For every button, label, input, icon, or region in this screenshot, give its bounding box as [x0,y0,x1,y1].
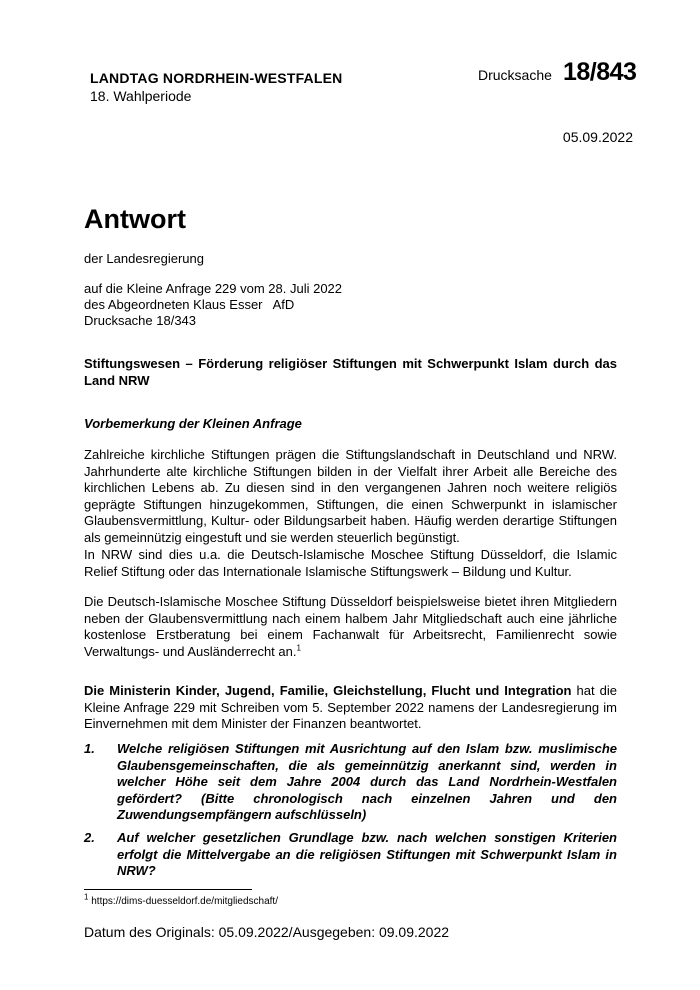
question-1-number: 1. [84,741,95,756]
footnote-reference: 1 [296,643,301,653]
document-footer: Datum des Originals: 05.09.2022/Ausgegeben: 09.09.2022 [84,924,450,940]
drucksache-number: 18/843 [563,58,637,86]
preliminary-paragraph-3 [84,594,617,660]
document-subject: Stiftungswesen – Förderung religiöser Stiftungen mit Schwerpunkt Islam durch das Land NRW [84,356,617,388]
question-2-number: 2. [84,830,95,845]
document-author: der Landesregierung [84,251,204,266]
footnote [84,892,278,907]
reference-line-2: des Abgeordneten Klaus Esser AfD [84,297,295,312]
document-title: Antwort [84,204,186,234]
footnote-divider [84,889,252,890]
legislative-period: 18. Wahlperiode [90,88,192,104]
reference-line-3: Drucksache 18/343 [84,313,197,328]
answer-intro-text: hat die Kleine Anfrage 229 mit Schreiben vom 5. September 2022 namens der Landesregierung im Einvernehmen mit dem Minister der Finanzen beantwortet. [84,683,617,731]
question-2-text: Auf welcher gesetzlichen Grundlage bzw. nach welchen sonstigen Kriterien erfolgt die Mittelvergabe an die religiösen Stiftungen mit Schwerpunkt Islam in NRW? [117,830,617,878]
preliminary-paragraph-1: Zahlreiche kirchliche Stiftungen prägen die Stiftungslandschaft in Deutschland und NRW. Jahrhunderte alte kirchliche Stiftungen bilden in der Vielfalt ihrer Arbeit alle Bereiche des kirchlichen Lebens ab. Zu diesen sind in den vergangenen Jahren noch weitere religiös geprägte Stiftungen hinzugekommen, Stiftungen, die einen Schwerpunkt in islamischer Glaubensvermittlung, Kultur- oder Bildungsarbeit haben. Häufig werden derartige Stiftungen als gemeinnützig eingestuft und sie werden steuerlich begünstigt. [84,447,617,545]
paragraph-3-text: Die Deutsch-Islamische Moschee Stiftung Düsseldorf beispielsweise bietet ihren Mitgliedern neben der Glaubensvermittlung nach einem halbem Jahr Mitgliedschaft auch eine jährliche kostenlose Erstberatung bei einem Fachanwalt für Arbeitsrecht, Familienrecht sowie Verwaltungs- und Ausländerrecht an. [84,594,617,659]
reference-line-1: auf die Kleine Anfrage 229 vom 28. Juli 2022 [84,281,343,296]
parliament-name: LANDTAG NORDRHEIN-WESTFALEN [90,70,343,86]
footnote-link[interactable]: https://dims-duesseldorf.de/mitgliedschaft/ [88,896,278,907]
document-date: 05.09.2022 [562,129,633,145]
footnote-mark: 1 [84,892,89,902]
drucksache-label: Drucksache [478,67,552,83]
preliminary-paragraph-2: In NRW sind dies u.a. die Deutsch-Islamische Moschee Stiftung Düsseldorf, die Islamic Relief Stiftung oder das Internationale Islamische Stiftungswerk – Bildung und Kultur. [84,547,617,579]
minister-name: Die Ministerin Kinder, Jugend, Familie, Gleichstellung, Flucht und Integration [84,683,572,698]
preliminary-heading: Vorbemerkung der Kleinen Anfrage [84,416,302,431]
question-1-text: Welche religiösen Stiftungen mit Ausrichtung auf den Islam bzw. muslimische Glaubensgemeinschaften, die als gemeinnützig anerkannt sind, werden in welcher Höhe seit dem Jahre 2004 durch das Land Nordrhein-Westfalen gefördert? (Bitte chronologisch nach einzelnen Jahren und den Zuwendungsempfängern aufschlüsseln) [117,741,617,822]
answer-intro [84,683,617,733]
